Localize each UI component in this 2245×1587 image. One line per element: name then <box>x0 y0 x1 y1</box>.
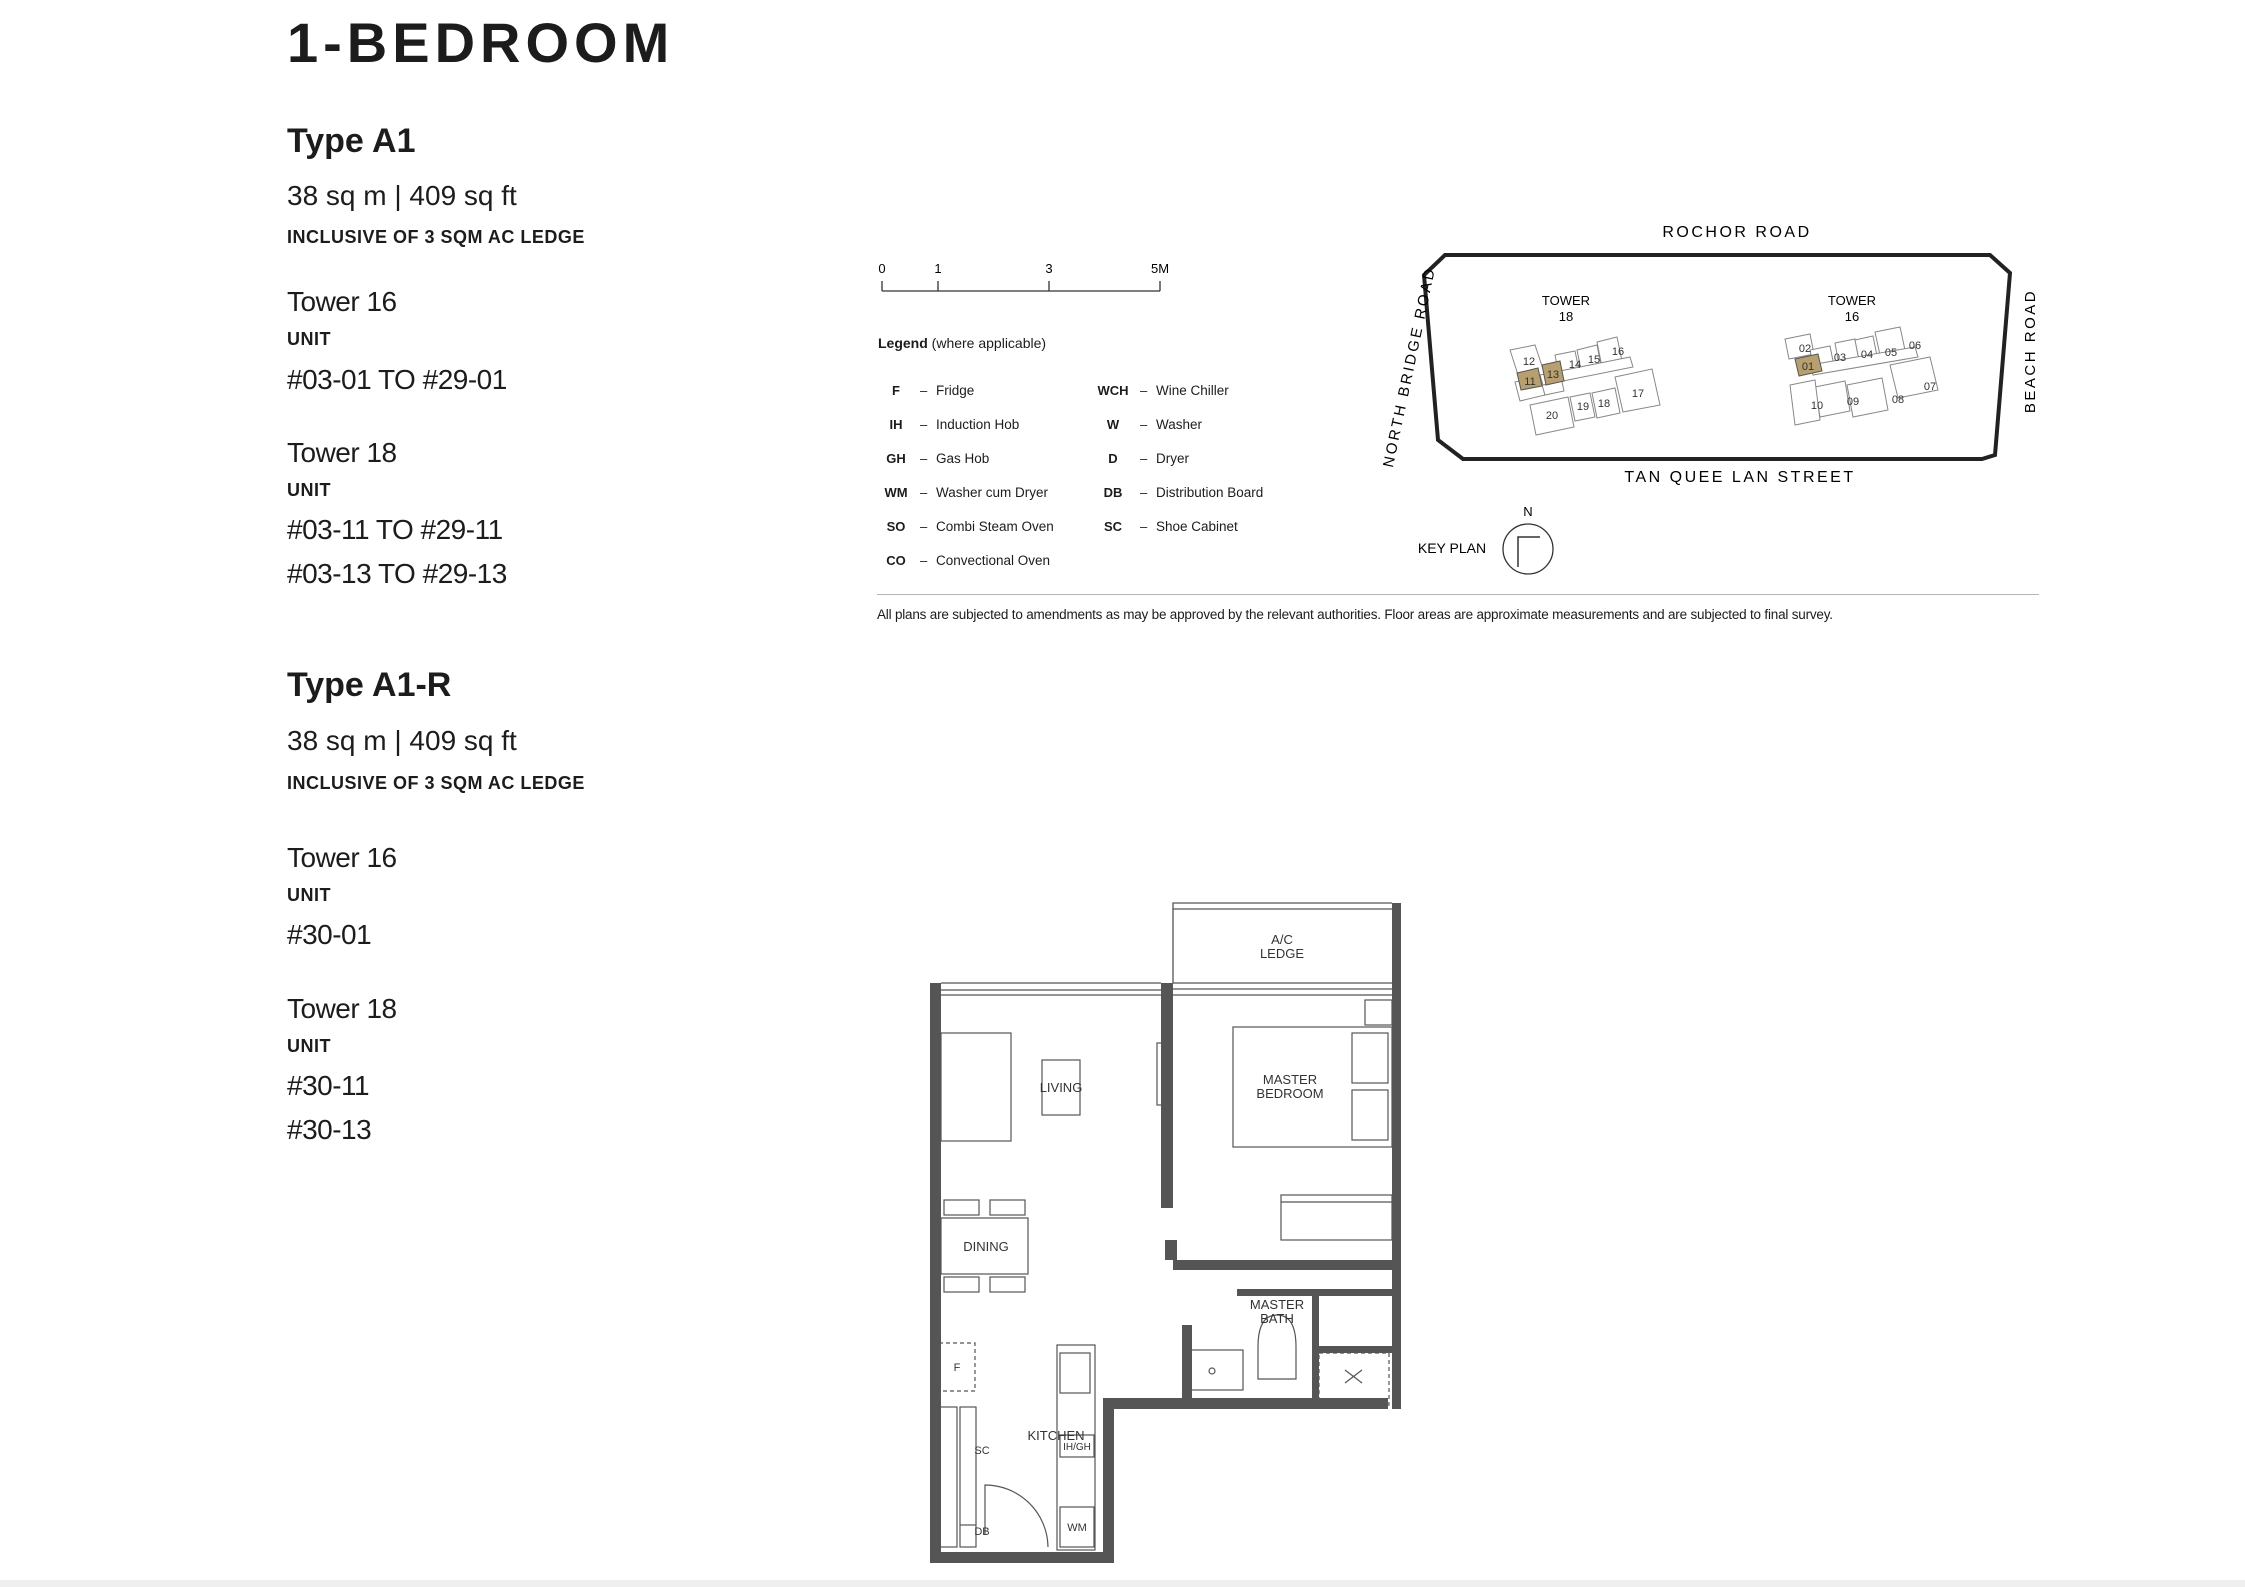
type-a1r-tower18-name: Tower 18 <box>287 993 397 1024</box>
scale-tick-label: 5M <box>1150 261 1170 276</box>
tower18-unit-label: 20 <box>1545 410 1559 422</box>
legend-code: IH <box>889 417 903 432</box>
window-lines <box>941 903 1392 995</box>
type-a1r-title: Type A1-R <box>287 666 452 704</box>
north-arrow-icon <box>1503 524 1553 574</box>
tower18-number: 18 <box>1558 309 1574 324</box>
type-a1-tower18-name: Tower 18 <box>287 437 397 468</box>
fixture-label-washer: WM <box>1067 1522 1087 1534</box>
type-a1r-tower18-unit-2: #30-13 <box>287 1114 372 1145</box>
road-label-right: BEACH ROAD <box>2022 288 2039 414</box>
legend-code: SO <box>886 519 906 534</box>
room-label-kitchen: KITCHEN <box>1027 1428 1085 1443</box>
tower16-unit-label: 05 <box>1884 347 1898 359</box>
tower16-unit-label: 06 <box>1908 340 1922 352</box>
type-a1r-ledge-note: INCLUSIVE OF 3 SQM AC LEDGE <box>287 773 585 793</box>
legend-desc: Shoe Cabinet <box>1156 519 1238 534</box>
type-a1-tower16-unit-label: UNIT <box>287 329 331 349</box>
legend-code: SC <box>1103 519 1123 534</box>
disclaimer: All plans are subjected to amendments as may be approved by the relevant authorities. Floor areas are approximate measurements and are subjected to final survey. <box>877 607 1833 622</box>
legend-desc: Convectional Oven <box>936 553 1051 568</box>
legend-code: DB <box>1103 485 1123 500</box>
legend-code: WCH <box>1097 383 1129 398</box>
walls <box>930 903 1401 1563</box>
page-title: 1-BEDROOM <box>287 11 675 74</box>
footer-band <box>0 1580 2245 1587</box>
legend-dash: – <box>920 519 928 534</box>
type-a1-title: Type A1 <box>287 122 416 160</box>
type-a1-tower16-unit: #03-01 TO #29-01 <box>287 364 507 395</box>
type-a1r-area: 38 sq m | 409 sq ft <box>287 725 517 756</box>
tower18-unit-label: 11 <box>1524 376 1536 388</box>
tower16-unit-label: 08 <box>1891 394 1905 406</box>
fixture-label-db: DB <box>974 1526 990 1538</box>
legend-desc: Washer cum Dryer <box>936 485 1049 500</box>
tower18-unit-label: 18 <box>1597 398 1611 410</box>
legend-code: F <box>892 383 900 398</box>
legend-dash: – <box>1140 417 1148 432</box>
tower18-unit-label: 15 <box>1587 354 1601 366</box>
legend-desc: Combi Steam Oven <box>936 519 1054 534</box>
type-a1r-tower16-unit: #30-01 <box>287 919 372 950</box>
type-a1-tower18-unit-label: UNIT <box>287 480 331 500</box>
scale-tick-label: 0 <box>878 261 886 276</box>
type-a1-tower18-unit-1: #03-11 TO #29-11 <box>287 514 503 545</box>
scale-tick-label: 1 <box>934 261 942 276</box>
legend-title <box>878 335 1046 351</box>
legend-dash: – <box>920 553 928 568</box>
fixture-label-shoe-cabinet: SC <box>974 1445 990 1457</box>
type-a1r-tower18-unit-label: UNIT <box>287 1036 331 1056</box>
legend-dash: – <box>920 451 928 466</box>
legend-dash: – <box>920 417 928 432</box>
room-label-master-bath: BATH <box>1260 1311 1294 1326</box>
type-a1-area: 38 sq m | 409 sq ft <box>287 180 517 211</box>
type-a1-tower16-name: Tower 16 <box>287 286 397 317</box>
tower18-unit-label: 13 <box>1546 369 1560 381</box>
scale-tick-label: 3 <box>1045 261 1053 276</box>
legend-dash: – <box>1140 485 1148 500</box>
room-label-living: LIVING <box>1039 1080 1083 1095</box>
legend-code: CO <box>886 553 906 568</box>
room-label-master-bedroom: MASTER <box>1262 1072 1318 1087</box>
legend-desc: Fridge <box>936 383 975 398</box>
legend-subtitle: (where applicable) <box>931 335 1047 351</box>
north-label: N <box>1523 504 1533 519</box>
legend-dash: – <box>1140 451 1148 466</box>
legend-desc: Gas Hob <box>936 451 990 466</box>
tower18-unit-label: 16 <box>1611 346 1625 358</box>
legend-desc: Induction Hob <box>936 417 1020 432</box>
tower18-unit-label: 14 <box>1568 359 1582 371</box>
legend-code: GH <box>886 451 906 466</box>
tower18-unit-label: 12 <box>1522 356 1536 368</box>
divider <box>877 594 2039 595</box>
legend-desc: Distribution Board <box>1156 485 1264 500</box>
room-label-dining: DINING <box>963 1239 1009 1254</box>
floor-plan <box>920 895 1410 1570</box>
legend-desc: Washer <box>1156 417 1203 432</box>
room-label-ac-ledge: LEDGE <box>1259 946 1305 961</box>
legend-code: WM <box>884 485 908 500</box>
legend-code: D <box>1108 451 1118 466</box>
tower16-unit-label: 03 <box>1833 352 1847 364</box>
tower16-unit-label: 04 <box>1860 349 1874 361</box>
type-a1r-tower18-unit-1: #30-11 <box>287 1070 370 1101</box>
tower18-unit-label: 17 <box>1631 388 1645 400</box>
road-label-bottom: TAN QUEE LAN STREET <box>1624 469 1856 486</box>
legend-desc: Dryer <box>1156 451 1189 466</box>
tower16-unit-label: 10 <box>1810 400 1824 412</box>
legend-dash: – <box>1140 383 1148 398</box>
legend-code: W <box>1106 417 1120 432</box>
tower16-unit-label: 02 <box>1798 343 1812 355</box>
road-label-top: ROCHOR ROAD <box>1662 224 1812 241</box>
fixture-label-fridge: F <box>953 1362 961 1374</box>
tower16-unit-label: 01 <box>1801 361 1815 373</box>
key-plan-label: KEY PLAN <box>1417 540 1487 556</box>
key-plan <box>1379 215 2060 590</box>
type-a1-tower18-unit-2: #03-13 TO #29-13 <box>287 558 507 589</box>
road-label-left: NORTH BRIDGE ROAD <box>1379 265 1440 469</box>
fixture-label-hob: IH/GH <box>1063 1442 1091 1453</box>
type-a1r-tower16-unit-label: UNIT <box>287 885 331 905</box>
tower16-label: TOWER <box>1827 293 1877 308</box>
scale-bar <box>870 255 1180 305</box>
legend-title-text: Legend <box>878 335 928 351</box>
tower16-number: 16 <box>1844 309 1860 324</box>
tower18-label: TOWER <box>1541 293 1591 308</box>
type-a1r-tower16-name: Tower 16 <box>287 842 397 873</box>
legend-desc: Wine Chiller <box>1156 383 1229 398</box>
room-label-master-bedroom: BEDROOM <box>1256 1086 1324 1101</box>
type-a1-ledge-note: INCLUSIVE OF 3 SQM AC LEDGE <box>287 227 585 247</box>
legend-dash: – <box>920 383 928 398</box>
tower18-unit-label: 19 <box>1576 401 1590 413</box>
room-label-ac-ledge: A/C <box>1271 932 1293 947</box>
tower16-unit-label: 07 <box>1923 381 1937 393</box>
legend-dash: – <box>1140 519 1148 534</box>
room-label-master-bath: MASTER <box>1249 1297 1305 1312</box>
legend-dash: – <box>920 485 928 500</box>
tower16-unit-label: 09 <box>1846 396 1860 408</box>
